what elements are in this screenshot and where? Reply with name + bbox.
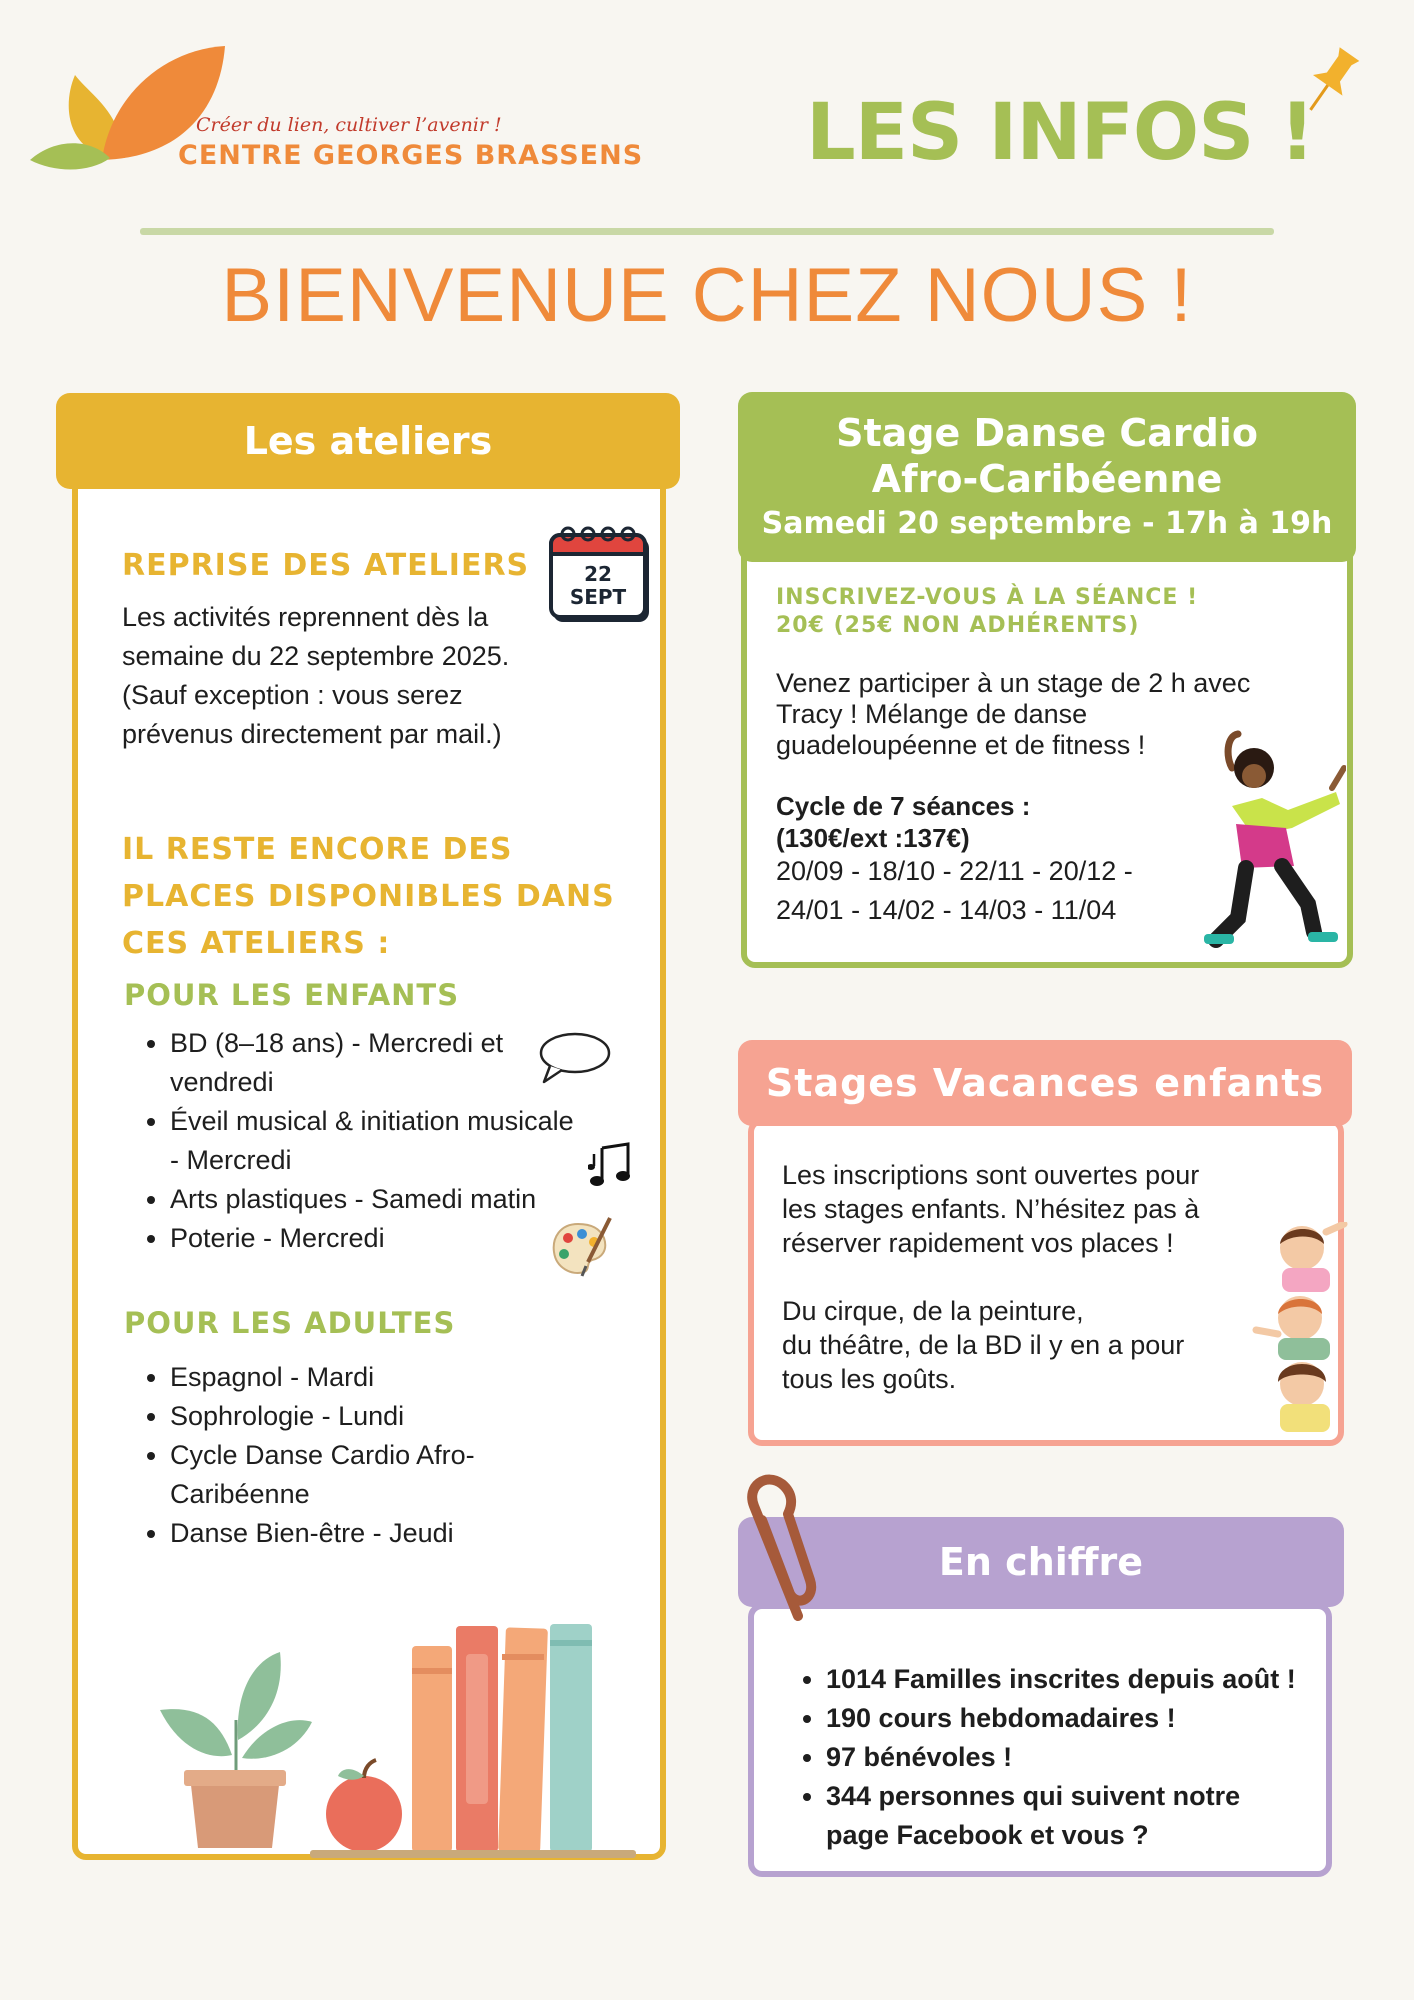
reprise-line: Les activités reprennent dès la (122, 602, 489, 632)
list-item: • Danse Bien-être - Jeudi (170, 1514, 642, 1553)
stage-danse-date: Samedi 20 septembre - 17h à 19h (761, 506, 1333, 541)
stage-danse-header (738, 392, 1356, 562)
reprise-line: prévenus directement par mail.) (122, 719, 502, 749)
shelf-illustration (150, 1610, 650, 1860)
list-item: • Cycle Danse Cardio Afro- Caribéenne (170, 1436, 642, 1514)
dancer-illustration (1196, 728, 1346, 954)
pushpin-icon (1290, 42, 1370, 122)
stages-vacances-title: Stages Vacances enfants (738, 1040, 1352, 1126)
vacances-paragraph-1: Les inscriptions sont ouvertes pour les stages enfants. N’hésitez pas à réserver rapidement vos places ! (782, 1160, 1200, 1258)
list-item: • Sophrologie - Lundi (170, 1397, 642, 1436)
reprise-line: (Sauf exception : vous serez (122, 680, 463, 710)
list-item: • 344 personnes qui suivent notre page Facebook et vous ? (826, 1777, 1326, 1855)
list-item: • 190 cours hebdomadaires ! (826, 1699, 1326, 1738)
reprise-text (122, 598, 509, 754)
paint-palette-icon (548, 1216, 614, 1282)
calendar-month: SEPT (569, 585, 627, 609)
places-title (122, 826, 615, 967)
en-chiffre-title: En chiffre (738, 1517, 1344, 1607)
places-title-line: IL RESTE ENCORE DES (122, 832, 513, 867)
ateliers-card-title: Les ateliers (56, 393, 680, 489)
enfants-title: POUR LES ENFANTS (124, 978, 460, 1012)
list-item: • 1014 Familles inscrites depuis août ! (826, 1660, 1326, 1699)
page-badge-title: LES INFOS ! (806, 88, 1315, 178)
header-divider (140, 228, 1274, 235)
chiffres-list (786, 1660, 1326, 1855)
adultes-title: POUR LES ADULTES (124, 1306, 456, 1340)
tagline: Créer du lien, cultiver l’avenir ! (196, 114, 502, 136)
calendar-day: 22 (584, 562, 612, 586)
stage-danse-cycle: Cycle de 7 séances : (130€/ext :137€) (776, 791, 1031, 853)
stage-danse-title: Stage Danse Cardio (836, 411, 1258, 455)
stage-danse-inscription: INSCRIVEZ-VOUS À LA SÉANCE ! 20€ (25€ NON ADHÉRENTS) (776, 585, 1199, 638)
reprise-line: semaine du 22 septembre 2025. (122, 641, 510, 671)
stage-danse-title: Afro-Caribéenne (871, 457, 1223, 501)
paperclip-icon (718, 1466, 828, 1636)
list-item: • Éveil musical & initiation musicale - Mercredi (170, 1102, 642, 1180)
list-item: • 97 bénévoles ! (826, 1738, 1326, 1777)
speech-bubble-icon (536, 1030, 612, 1086)
list-item: • Poterie - Mercredi (170, 1219, 642, 1258)
welcome-title: BIENVENUE CHEZ NOUS ! (221, 253, 1193, 338)
stage-danse-dates: 20/09 - 18/10 - 22/11 - 20/12 - 24/01 - 14/02 - 14/03 - 11/04 (776, 856, 1133, 925)
adultes-list (122, 1358, 642, 1553)
list-item: • Espagnol - Mardi (170, 1358, 642, 1397)
places-title-line: PLACES DISPONIBLES DANS (122, 879, 615, 914)
list-item: • BD (8–18 ans) - Mercredi et vendredi (170, 1024, 642, 1102)
reprise-title: REPRISE DES ATELIERS (122, 548, 530, 583)
vacances-paragraph-2: Du cirque, de la peinture, du théâtre, de la BD il y en a pour tous les goûts. (782, 1296, 1185, 1394)
calendar-icon (548, 526, 654, 628)
music-notes-icon (588, 1140, 640, 1194)
stage-danse-description: Venez participer à un stage de 2 h avec Tracy ! Mélange de danse guadeloupéenne et de fitness ! (776, 668, 1251, 760)
places-title-line: CES ATELIERS : (122, 926, 391, 961)
children-illustration (1252, 1222, 1352, 1432)
list-item: • Arts plastiques - Samedi matin (170, 1180, 642, 1219)
organization-name: CENTRE GEORGES BRASSENS (178, 140, 644, 171)
